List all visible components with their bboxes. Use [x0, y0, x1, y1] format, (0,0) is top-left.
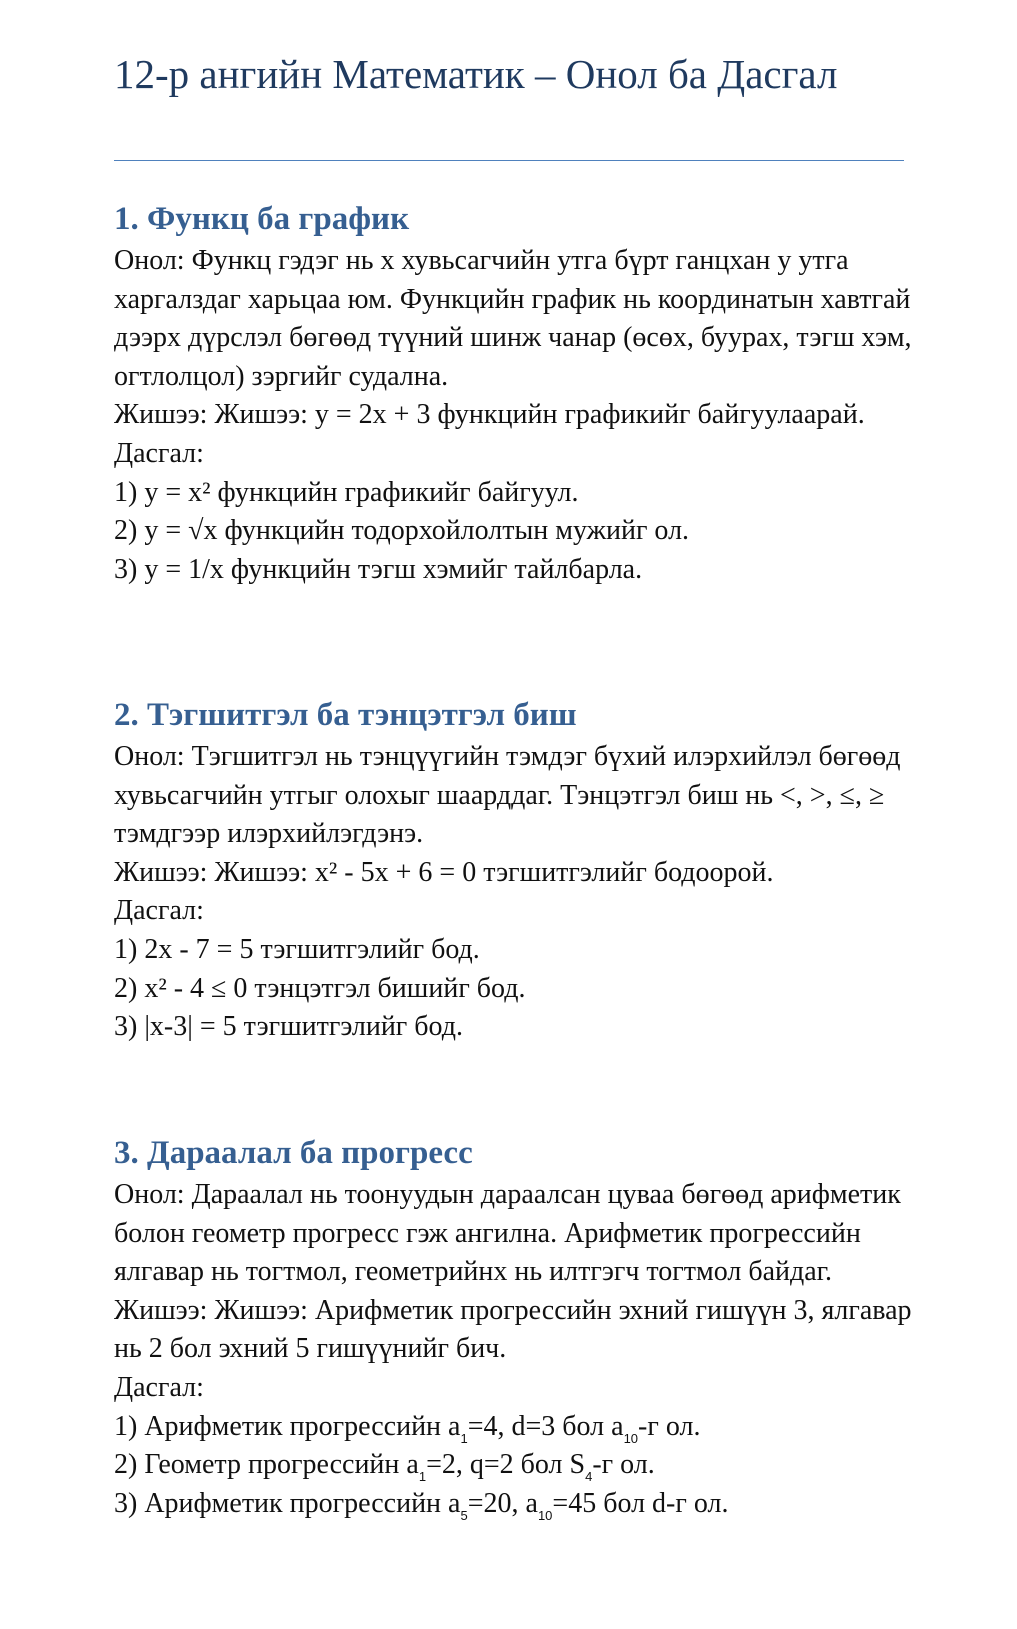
exercise-item: 3) y = 1/x функцийн тэгш хэмийг тайлбарла.	[114, 553, 643, 585]
exercise-item: 1) 2x - 7 = 5 тэгшитгэлийг бод.	[114, 933, 480, 965]
exercise-text: =4, d=3 бол a	[467, 1410, 624, 1442]
exercise-item: 2) y = √x функцийн тодорхойлолтын мужийг ол.	[114, 515, 690, 547]
section-body	[114, 1176, 914, 1523]
exercise-text: -г ол.	[638, 1410, 701, 1442]
subscript: 4	[585, 1469, 593, 1485]
subscript: 10	[623, 1430, 639, 1446]
section-functions	[114, 196, 914, 589]
section-heading: 3. Дараалал ба прогресс	[114, 1135, 473, 1171]
exercise-item	[114, 1446, 914, 1485]
exercise-label: Дасгал:	[114, 895, 204, 927]
section-heading: 1. Функц ба график	[114, 201, 410, 237]
exercise-text: 3) Арифметик прогрессийн a	[114, 1487, 461, 1519]
theory-text: Онол: Функц гэдэг нь x хувьсагчийн утга бүрт ганцхан y утга харгалздаг харьцаа юм. Функцийн график нь координатын хавтгай дээрх дүрслэл бөгөөд түүний шинж чанар (өсөх, буурах, тэгш хэм, огтлолцол) зэргийг судална.	[114, 245, 912, 392]
title-underline	[114, 160, 904, 161]
exercise-text: =2, q=2 бол S	[426, 1449, 586, 1481]
example-text: Жишээ: Жишээ: Арифметик прогрессийн эхний гишүүн 3, ялгавар нь 2 бол эхний 5 гишүүнийг бич.	[114, 1294, 912, 1365]
section-body	[114, 242, 914, 589]
exercise-text: =45 бол d-г ол.	[552, 1487, 729, 1519]
subscript: 1	[460, 1430, 468, 1446]
exercise-text: 2) Геометр прогрессийн a	[114, 1449, 419, 1481]
subscript: 10	[537, 1507, 553, 1523]
exercise-label: Дасгал:	[114, 1371, 204, 1403]
exercise-item	[114, 1408, 914, 1447]
subscript: 5	[460, 1507, 468, 1523]
theory-text: Онол: Тэгшитгэл нь тэнцүүгийн тэмдэг бүхий илэрхийлэл бөгөөд хувьсагчийн утгыг олохыг шаарддаг. Тэнцэтгэл биш нь <, >, ≤, ≥ тэмдгээр илэрхийлэгдэнэ.	[114, 741, 901, 850]
section-heading: 2. Тэгшитгэл ба тэнцэтгэл биш	[114, 697, 577, 733]
example-text: Жишээ: Жишээ: x² - 5x + 6 = 0 тэгшитгэлийг бодоорой.	[114, 856, 774, 888]
document-title: 12-р ангийн Математик – Онол ба Дасгал	[114, 51, 838, 97]
exercise-item: 2) x² - 4 ≤ 0 тэнцэтгэл бишийг бод.	[114, 972, 526, 1004]
theory-text: Онол: Дараалал нь тоонуудын дараалсан цуваа бөгөөд арифметик болон геометр прогресс гэж ангилна. Арифметик прогрессийн ялгавар нь тогтмол, геометрийнх нь илтгэгч тогтмол байдаг.	[114, 1179, 901, 1288]
exercise-text: 1) Арифметик прогрессийн a	[114, 1410, 461, 1442]
exercise-item	[114, 1485, 914, 1524]
exercise-item: 1) y = x² функцийн графикийг байгуул.	[114, 476, 579, 508]
section-sequences	[114, 1130, 914, 1523]
exercise-text: =20, a	[467, 1487, 538, 1519]
exercise-text: -г ол.	[592, 1449, 655, 1481]
exercise-item: 3) |x-3| = 5 тэгшитгэлийг бод.	[114, 1011, 463, 1043]
section-equations	[114, 692, 914, 1047]
example-text: Жишээ: Жишээ: y = 2x + 3 функцийн графикийг байгуулаарай.	[114, 399, 865, 431]
section-body	[114, 738, 914, 1047]
exercise-label: Дасгал:	[114, 437, 204, 469]
subscript: 1	[418, 1469, 427, 1485]
